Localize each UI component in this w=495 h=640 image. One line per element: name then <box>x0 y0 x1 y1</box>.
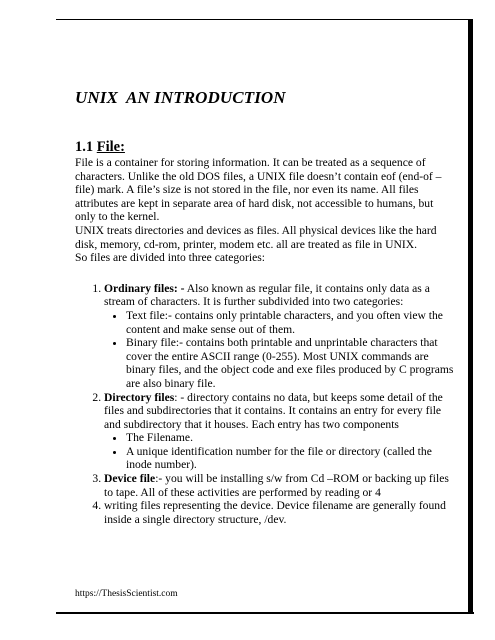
document-title: UNIX AN INTRODUCTION <box>75 88 286 107</box>
list-item-device-file <box>104 472 455 499</box>
bullet-item: • A unique identification number for the file or directory (called the inode number). <box>126 445 455 472</box>
bullet-item: • The Filename. <box>126 431 455 445</box>
file-categories-list <box>75 282 455 527</box>
page-content <box>75 88 455 526</box>
sub-bullet-list <box>104 309 455 391</box>
paragraph-file-definition: File is a container for storing information. It can be treated as a sequence of characters. Unlike the old DOS files, a UNIX file doesn’t contain eof (end-of –file) mark. A file’s size is not stored in the file, nor even its name. All files attributes are kept in separate area of hard disk, not accessible to humans, but only to the kernel. <box>75 156 442 224</box>
list-item-text: writing files representing the device. Device filename are generally found inside a single directory structure, /dev. <box>104 499 446 526</box>
paragraph-categories: So files are divided into three categories: <box>75 251 265 265</box>
footer-url: https://ThesisScientist.com <box>75 589 178 599</box>
list-item-term: Device file <box>104 472 156 486</box>
section-number: 1.1 <box>75 139 94 155</box>
page-border-bottom <box>56 612 474 614</box>
sub-bullet-list <box>104 431 455 472</box>
list-item-device-file-continued <box>104 499 455 526</box>
bullet-item: • Binary file:- contains both printable and unprintable characters that cover the entire ASCII range (0-255). Most UNIX commands are binary files, and the object code and exe files produced by C programs are also binary file. <box>126 336 455 390</box>
list-item-text: : - directory contains no data, but keeps some detail of the files and subdirectories that it contains. It contains an entry for every file and subdirectory that it houses. Each entry has two components <box>104 390 443 431</box>
section-heading <box>75 139 455 156</box>
paragraph-devices: UNIX treats directories and devices as files. All physical devices like the hard disk, memory, cd-rom, printer, modem etc. all are treated as file in UNIX. <box>75 223 437 251</box>
bullet-item: • Text file:- contains only printable characters, and you often view the content and make sense out of them. <box>126 309 455 336</box>
list-item-text: Also known as regular file, it contains only data as a stream of characters. It is further subdivided into two categories: <box>104 281 430 309</box>
section-title: File: <box>96 139 125 155</box>
list-item-text: :- you will be installing s/w from Cd –ROM or backing up files to tape. All of these activities are performed by reading or 4 <box>104 472 449 499</box>
list-item-term: Ordinary files: - <box>104 281 185 295</box>
list-item-ordinary-files <box>104 282 455 391</box>
list-item-term: Directory files <box>104 390 175 404</box>
list-item-directory-files <box>104 391 455 473</box>
